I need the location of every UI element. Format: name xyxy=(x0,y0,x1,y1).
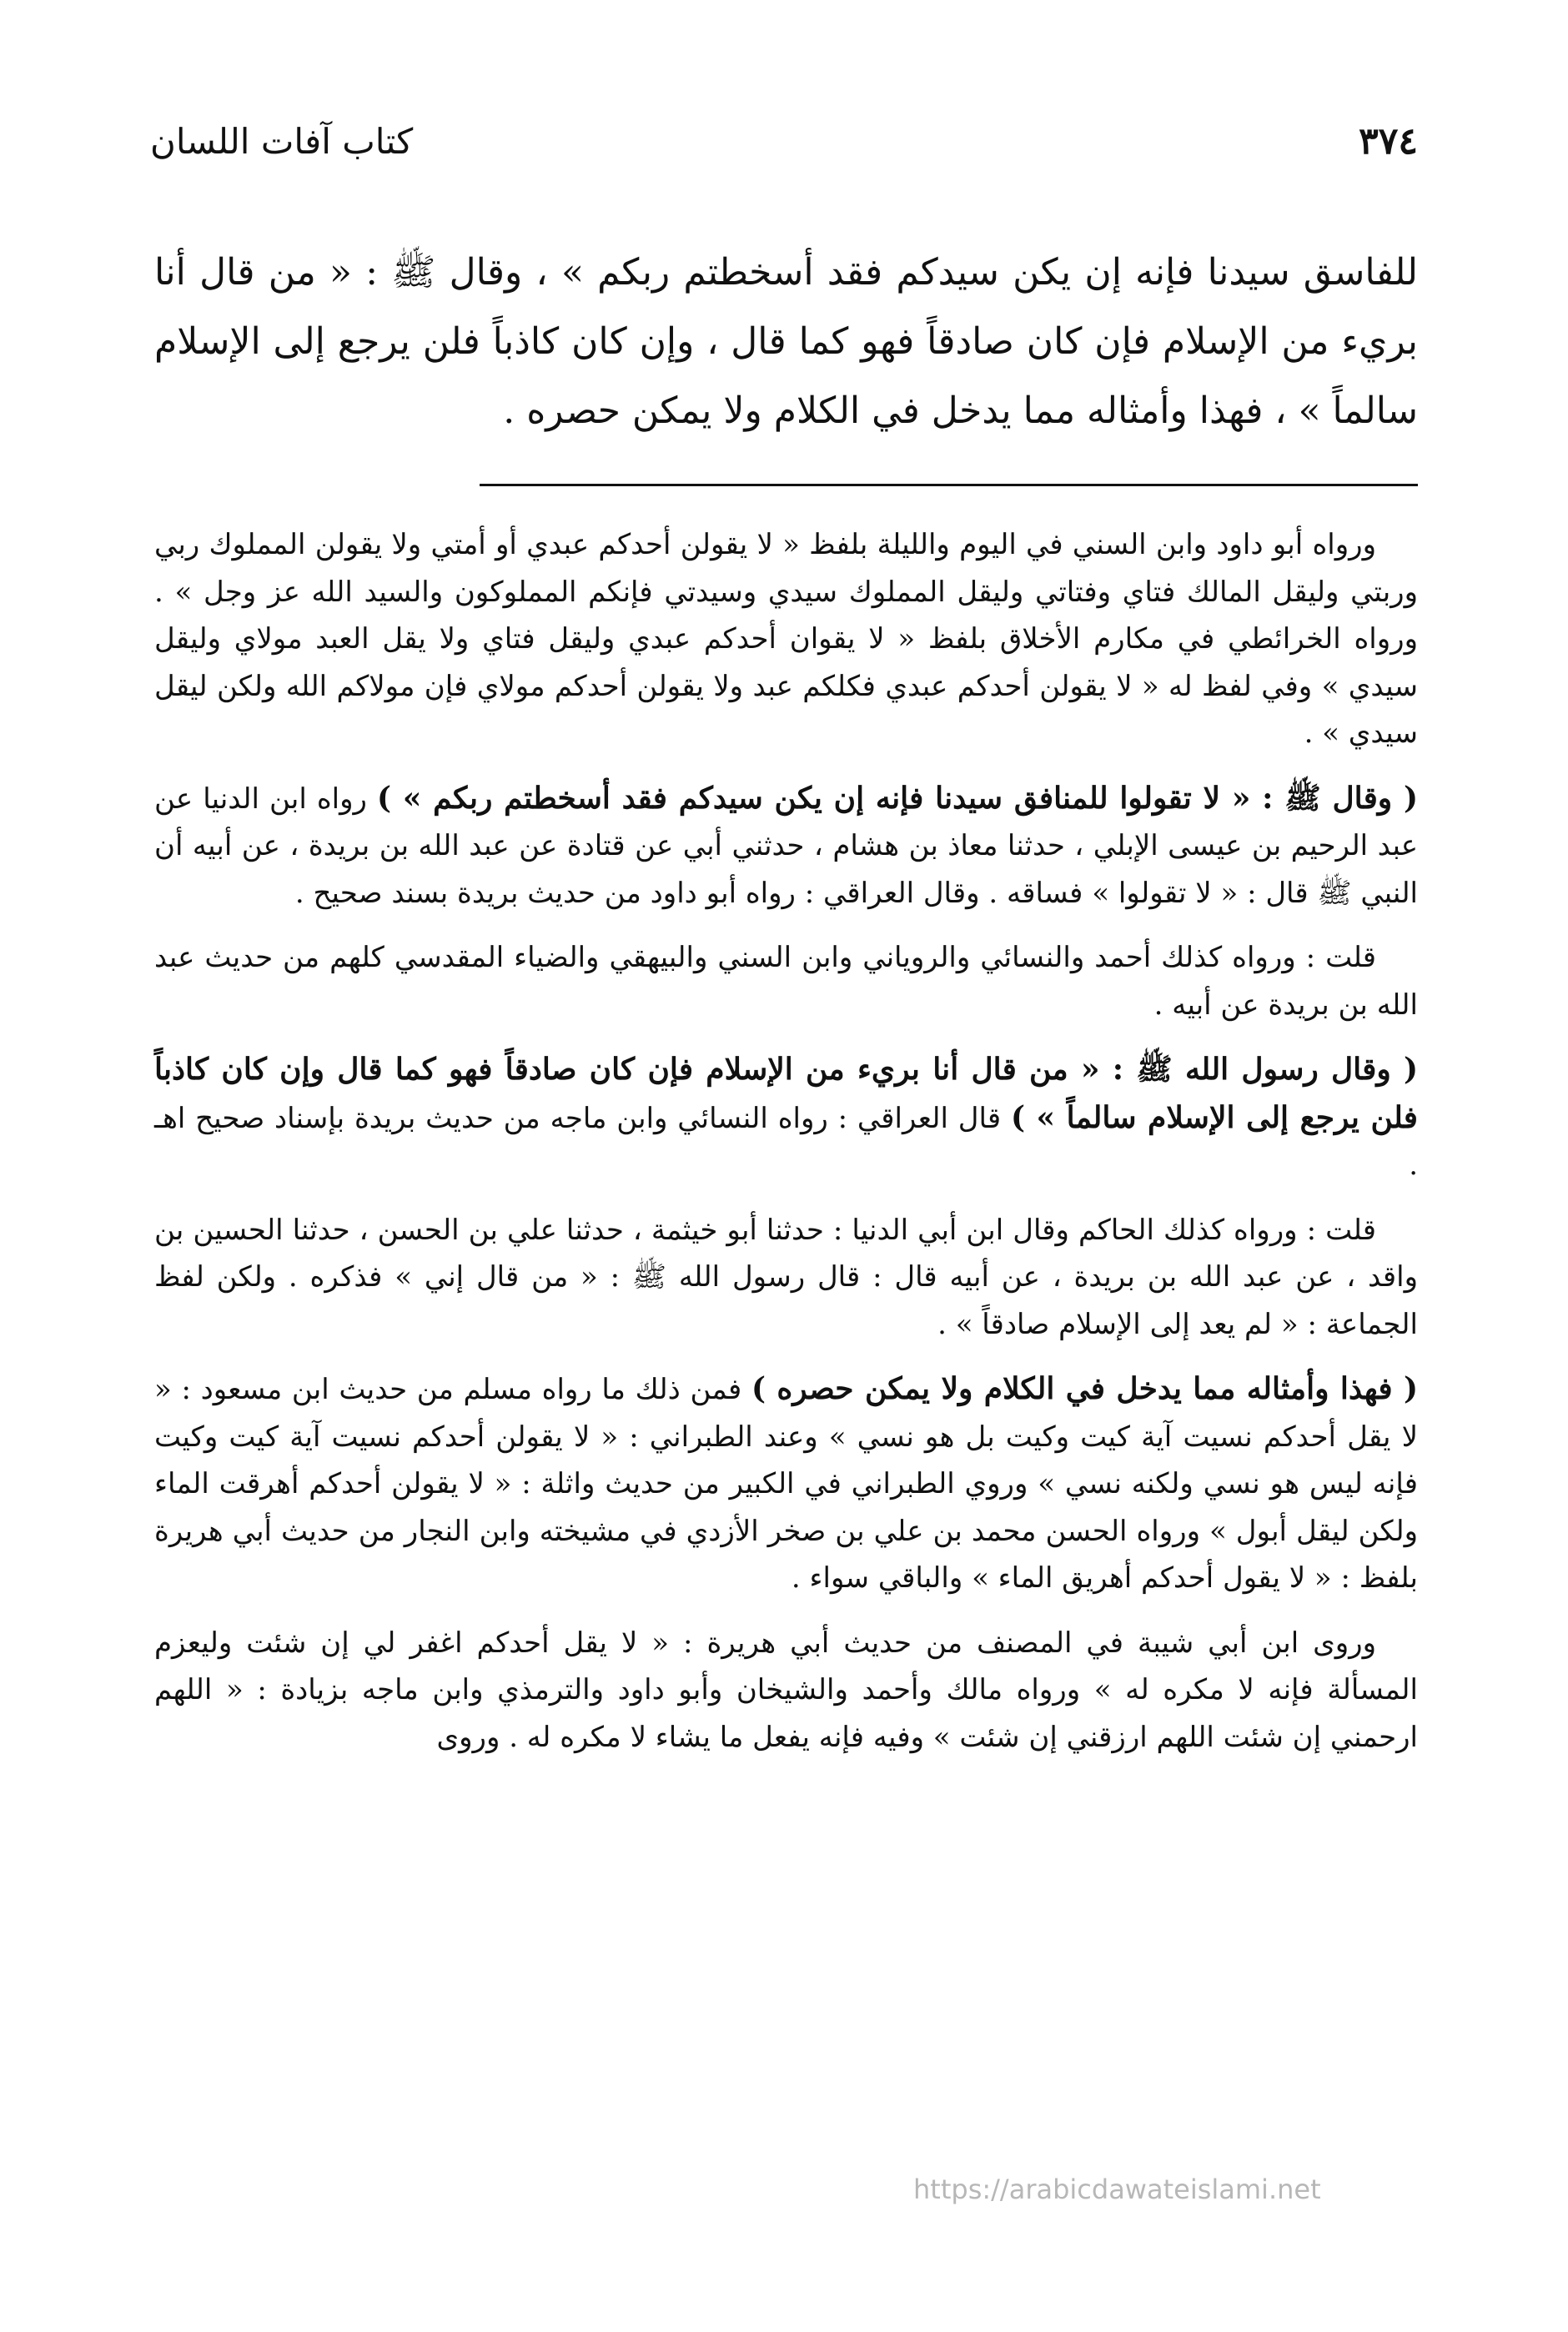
quoted-lead: ( وقال ﷺ : « لا تقولوا للمنافق سيدنا فإنه إن يكن سيدكم فقد أسخطتم ربكم » ) xyxy=(377,780,1419,816)
page-number: ٣٧٤ xyxy=(1359,120,1418,163)
commentary-paragraph xyxy=(154,934,1418,1028)
paragraph-text: رواه ابن الدنيا عن عبد الرحيم بن عيسى الإبلي ، حدثنا معاذ بن هشام ، حدثني أبي عن قتادة عن عبد الله بن بريدة ، عن أبيه أن النبي ﷺ قال : « لا تقولوا » فساقه . وقال العراقي : رواه أبو داود من حديث بريدة بسند صحيح . xyxy=(154,782,1418,910)
paragraph-text: فمن ذلك ما رواه مسلم من حديث ابن مسعود : « لا يقل أحدكم نسيت آية كيت وكيت بل هو نسي » وعند الطبراني : « لا يقولن أحدكم نسيت آية كيت وكيت فإنه ليس هو نسي ولكنه نسي » وروي الطبراني في الكبير من حديث واثلة : « لا يقولن أحدكم أهرقت الماء ولكن ليقل أبول » ورواه الحسن محمد بن علي بن صخر الأزدي في مشيخته وابن النجار من حديث أبي هريرة بلفظ : « لا يقول أحدكم أهريق الماء » والباقي سواء . xyxy=(154,1373,1418,1595)
commentary-paragraph xyxy=(154,775,1418,917)
quoted-lead: ( وقال رسول الله ﷺ : « من قال أنا بريء من الإسلام فإن كان صادقاً فهو كما قال وإن كان كاذباً فلن يرجع إلى الإسلام سالماً » ) xyxy=(154,1052,1419,1135)
commentary xyxy=(154,521,1418,1778)
watermark-url: https://arabicdawateislami.net xyxy=(913,2174,1321,2205)
commentary-paragraph xyxy=(154,1365,1418,1602)
paragraph-text: وروى ابن أبي شيبة في المصنف من حديث أبي هريرة : « لا يقل أحدكم اغفر لي إن شئت وليعزم المسألة فإنه لا مكره له » ورواه مالك وأحمد والشيخان وأبو داود والترمذي وابن ماجه بزيادة : « اللهم ارحمني إن شئت اللهم ارزقني إن شئت » وفيه فإنه يفعل ما يشاء لا مكره له . وروى xyxy=(154,1626,1418,1754)
paragraph-text: ورواه أبو داود وابن السني في اليوم والليلة بلفظ « لا يقولن أحدكم عبدي أو أمتي ولا يقولن المملوك ربي وربتي وليقل المالك فتاي وفتاتي وليقل المملوك سيدي وسيدتي فإنكم المملوكون والسيد الله عز وجل » . ورواه الخرائطي في مكارم الأخلاق بلفظ « لا يقوان أحدكم عبدي وليقل فتاي ولا يقل العبد مولاي وليقل سيدي » وفي لفظ له « لا يقولن أحدكم عبدي فكلكم عبد ولا يقولن أحدكم مولاي فإن مولاكم الله ولكن ليقل سيدي » . xyxy=(154,528,1418,750)
commentary-paragraph xyxy=(154,1620,1418,1762)
main-text: للفاسق سيدنا فإنه إن يكن سيدكم فقد أسخطتم ربكم » ، وقال ﷺ : « من قال أنا بريء من الإسلام فإن كان صادقاً فهو كما قال ، وإن كان كاذباً فلن يرجع إلى الإسلام سالماً » ، فهذا وأمثاله مما يدخل في الكلام ولا يمكن حصره . xyxy=(154,251,1418,432)
footnote-separator xyxy=(480,484,1418,486)
paragraph-text: قلت : ورواه كذلك أحمد والنسائي والروياني وابن السني والبيهقي والضياء المقدسي كلهم من حديث عبد الله بن بريدة عن أبيه . xyxy=(154,941,1418,1022)
paragraph-text: قال العراقي : رواه النسائي وابن ماجه من حديث بريدة بإسناد صحيح اهـ . xyxy=(154,1101,1418,1182)
commentary-paragraph xyxy=(154,1046,1418,1189)
page-header xyxy=(150,117,1418,167)
commentary-paragraph xyxy=(154,1207,1418,1349)
paragraph-text: قلت : ورواه كذلك الحاكم وقال ابن أبي الدنيا : حدثنا أبو خيثمة ، حدثنا علي بن الحسن ، حدثنا الحسين بن واقد ، عن عبد الله بن بريدة ، عن أبيه قال : قال رسول الله ﷺ : « من قال إني » فذكره . ولكن لفظ الجماعة : « لم يعد إلى الإسلام صادقاً » . xyxy=(154,1213,1418,1341)
running-title: كتاب آفات اللسان xyxy=(150,121,414,162)
quoted-lead: ( فهذا وأمثاله مما يدخل في الكلام ولا يمكن حصره ) xyxy=(751,1371,1419,1406)
commentary-paragraph xyxy=(154,521,1418,757)
